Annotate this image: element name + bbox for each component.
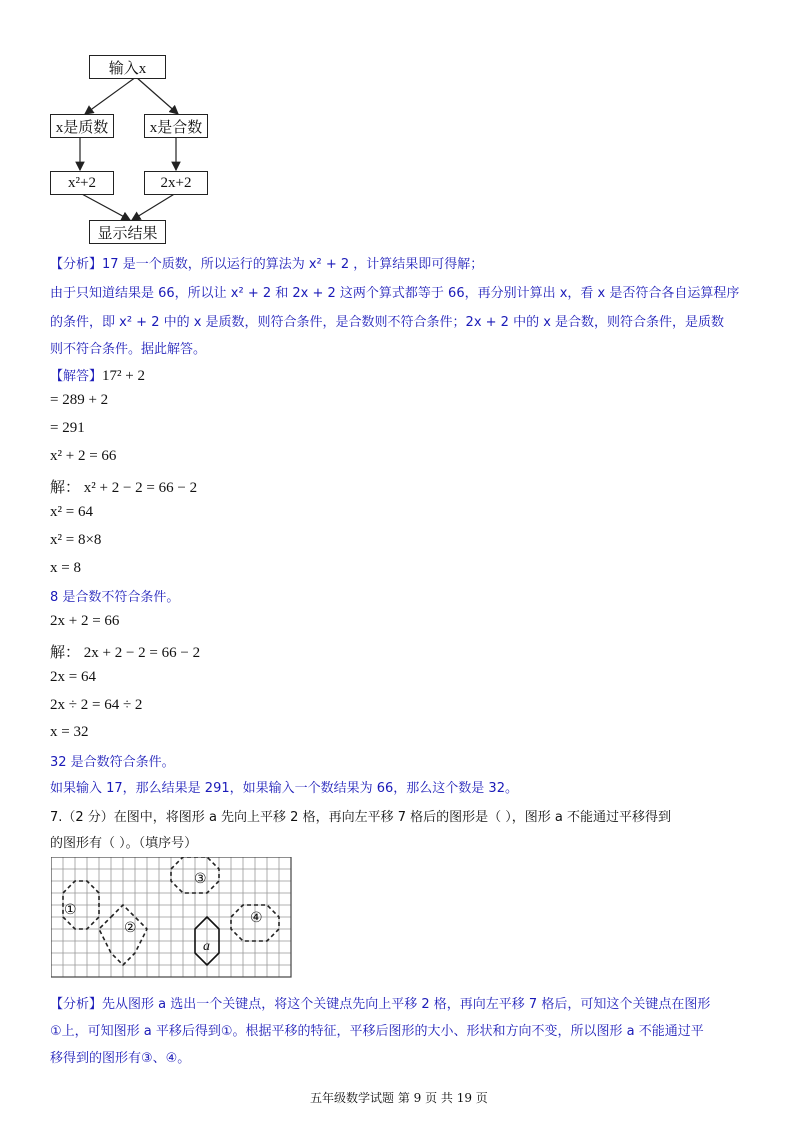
- page-footer: 五年级数学试题 第 9 页 共 19 页: [310, 1091, 488, 1105]
- solution-line-10: 解： 2x + 2 − 2 = 66 − 2: [50, 645, 201, 661]
- solution-line-13: x = 32: [50, 724, 89, 740]
- solution-line-1: = 289 + 2: [50, 392, 109, 408]
- analysis1-line1: [50, 253, 483, 272]
- solution-line-0: 【解答】17² + 2: [50, 368, 145, 384]
- solution-line-7: x = 8: [50, 560, 81, 576]
- shape-label-a: a: [203, 939, 210, 954]
- solution-line-12: 2x ÷ 2 = 64 ÷ 2: [50, 697, 143, 713]
- question7-line1: 7.（2 分）在图中，将图形 a 先向上平移 2 格，再向左平移 7 格后的图形是（ ），图形 a 不能通过平移得到: [50, 810, 671, 825]
- analysis2-line1: [50, 993, 710, 1012]
- analysis2-line2: ①上，可知图形 a 平移后得到①。根据平移的特征，平移后图形的大小、形状和方向不变，所以图形 a 不能通过平: [50, 1024, 704, 1039]
- flow-composite-formula-box: 2x+2: [144, 171, 208, 195]
- analysis-text: 17 是一个质数，所以运行的算法为 x² + 2 ，计算结果即可得解；: [102, 257, 484, 272]
- solution-line-2: = 291: [50, 420, 85, 436]
- flow-output-box: 显示结果: [89, 220, 166, 244]
- analysis-tag: 【分析】: [50, 257, 103, 272]
- solution-line-4: 解： x² + 2 − 2 = 66 − 2: [50, 480, 198, 496]
- flow-input-box: 输入x: [89, 55, 166, 79]
- shape-label-3: ③: [194, 871, 207, 887]
- flow-prime-formula-box: x²+2: [50, 171, 114, 195]
- solution-line-3: x² + 2 = 66: [50, 448, 117, 464]
- analysis-tag: 【分析】: [50, 997, 103, 1012]
- shape-label-4: ④: [250, 910, 263, 926]
- analysis-text: 先从图形 a 选出一个关键点，将这个关键点先向上平移 2 格，再向左平移 7 格后，可知这个关键点在图形: [102, 997, 711, 1012]
- solution-tag: 【解答】: [50, 368, 103, 383]
- analysis2-line3: 移得到的图形有③、④。: [50, 1051, 191, 1066]
- analysis1-line4: 则不符合条件。据此解答。: [50, 342, 207, 357]
- solution-line-15: 如果输入 17，那么结果是 291，如果输入一个数结果为 66，那么这个数是 32。: [50, 781, 518, 796]
- solution-line-8: 8 是合数不符合条件。: [50, 590, 180, 605]
- flow-prime-box: x是质数: [50, 114, 114, 138]
- shape-label-1: ①: [64, 902, 77, 918]
- solution-line-14: 32 是合数符合条件。: [50, 755, 175, 770]
- solution-line-5: x² = 64: [50, 504, 93, 520]
- solution-line-6: x² = 8×8: [50, 532, 102, 548]
- shape-label-2: ②: [124, 920, 137, 936]
- analysis1-line3: 的条件，即 x² + 2 中的 x 是质数，则符合条件，是合数则不符合条件；2x + 2 中的 x 是合数，则符合条件，是质数: [50, 315, 725, 330]
- flow-composite-box: x是合数: [144, 114, 208, 138]
- solution-line-11: 2x = 64: [50, 669, 96, 685]
- analysis1-line2: 由于只知道结果是 66，所以让 x² + 2 和 2x + 2 这两个算式都等于 66，再分别计算出 x，看 x 是否符合各自运算程序: [50, 286, 740, 301]
- question7-line2: 的图形有（ ）。（填序号）: [50, 836, 198, 851]
- solution-line-9: 2x + 2 = 66: [50, 613, 120, 629]
